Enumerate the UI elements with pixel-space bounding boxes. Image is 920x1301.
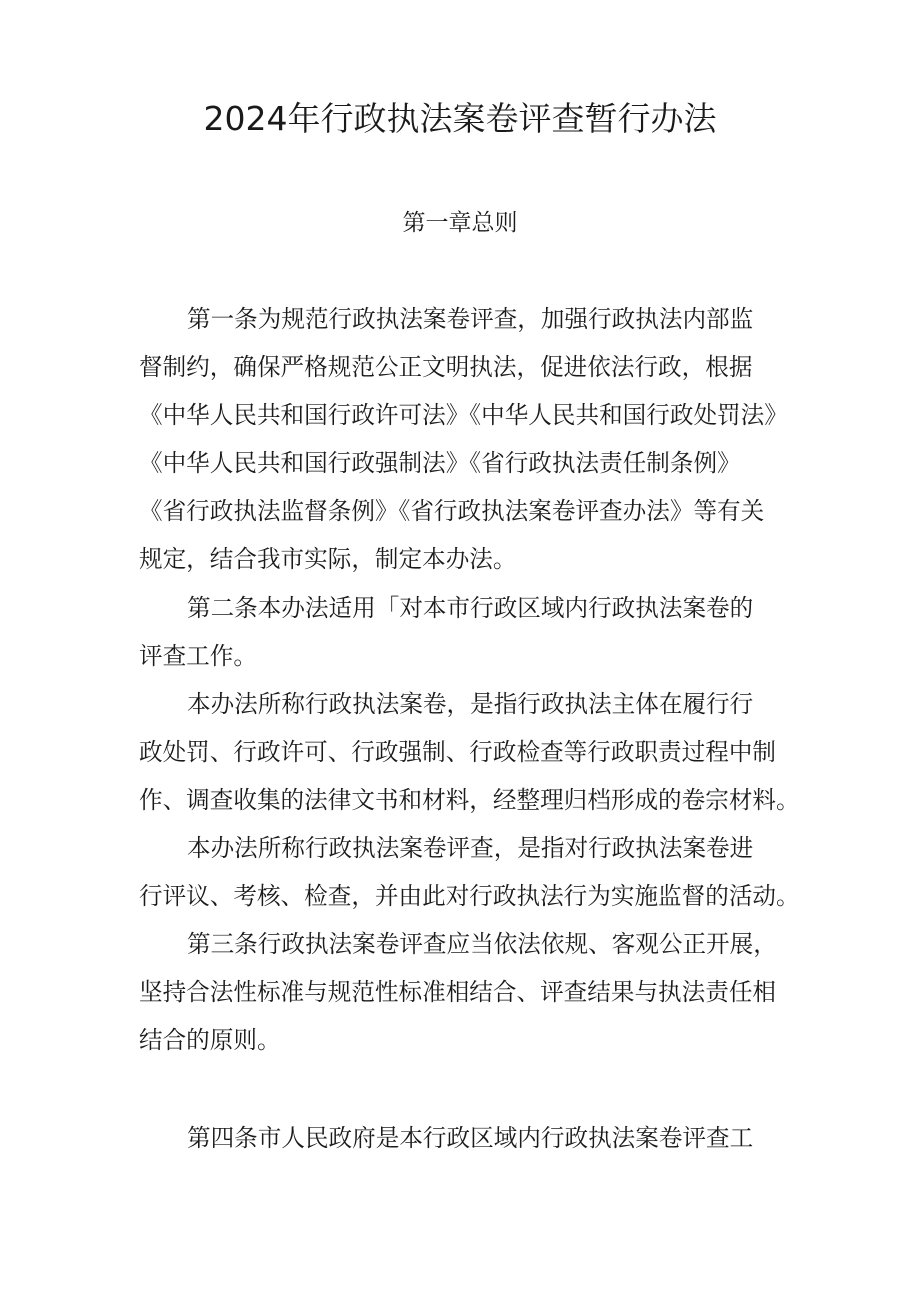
article-3-line-2: 坚持合法性标准与规范性标准相结合、评查结果与执法责任相 xyxy=(139,978,777,1006)
definition-2-line-1: 本办法所称行政执法案卷评查，是指对行政执法案卷进 xyxy=(187,834,754,862)
article-4-line-1: 第四条市人民政府是本行政区域内行政执法案卷评查工 xyxy=(187,1124,754,1152)
article-3-line-1: 第三条行政执法案卷评查应当依法依规、客观公正开展， xyxy=(187,930,777,958)
definition-2-line-2: 行评议、考核、检查，并由此对行政执法行为实施监督的活动。 xyxy=(139,882,800,910)
article-2-line-1: 第二条本办法适用「对本市行政区域内行政执法案卷的 xyxy=(187,594,754,622)
article-1-line-6: 规定，结合我市实际，制定本办法。 xyxy=(139,545,517,573)
definition-1-line-2: 政处罚、行政许可、行政强制、行政检查等行政职责过程中制 xyxy=(139,738,777,766)
article-3-line-3: 结合的原则。 xyxy=(139,1026,281,1054)
article-1-line-2: 督制约，确保严格规范公正文明执法，促进依法行政，根据 xyxy=(139,353,753,381)
article-2-line-2: 评查工作。 xyxy=(139,642,257,670)
document-title: 2024年行政执法案卷评查暂行办法 xyxy=(203,99,717,138)
article-1-line-4: 《中华人民共和国行政强制法》《省行政执法责任制条例》 xyxy=(139,449,741,477)
chapter-heading: 第一章总则 xyxy=(402,210,518,236)
article-1-line-1: 第一条为规范行政执法案卷评查，加强行政执法内部监 xyxy=(187,305,754,333)
article-1-line-5: 《省行政执法监督条例》《省行政执法案卷评查办法》等有关 xyxy=(139,497,765,525)
article-1-line-3: 《中华人民共和国行政许可法》《中华人民共和国行政处罚法》 xyxy=(139,401,788,429)
definition-1-line-3: 作、调查收集的法律文书和材料，经整理归档形成的卷宗材料。 xyxy=(139,786,800,814)
definition-1-line-1: 本办法所称行政执法案卷，是指行政执法主体在履行行 xyxy=(187,690,754,718)
